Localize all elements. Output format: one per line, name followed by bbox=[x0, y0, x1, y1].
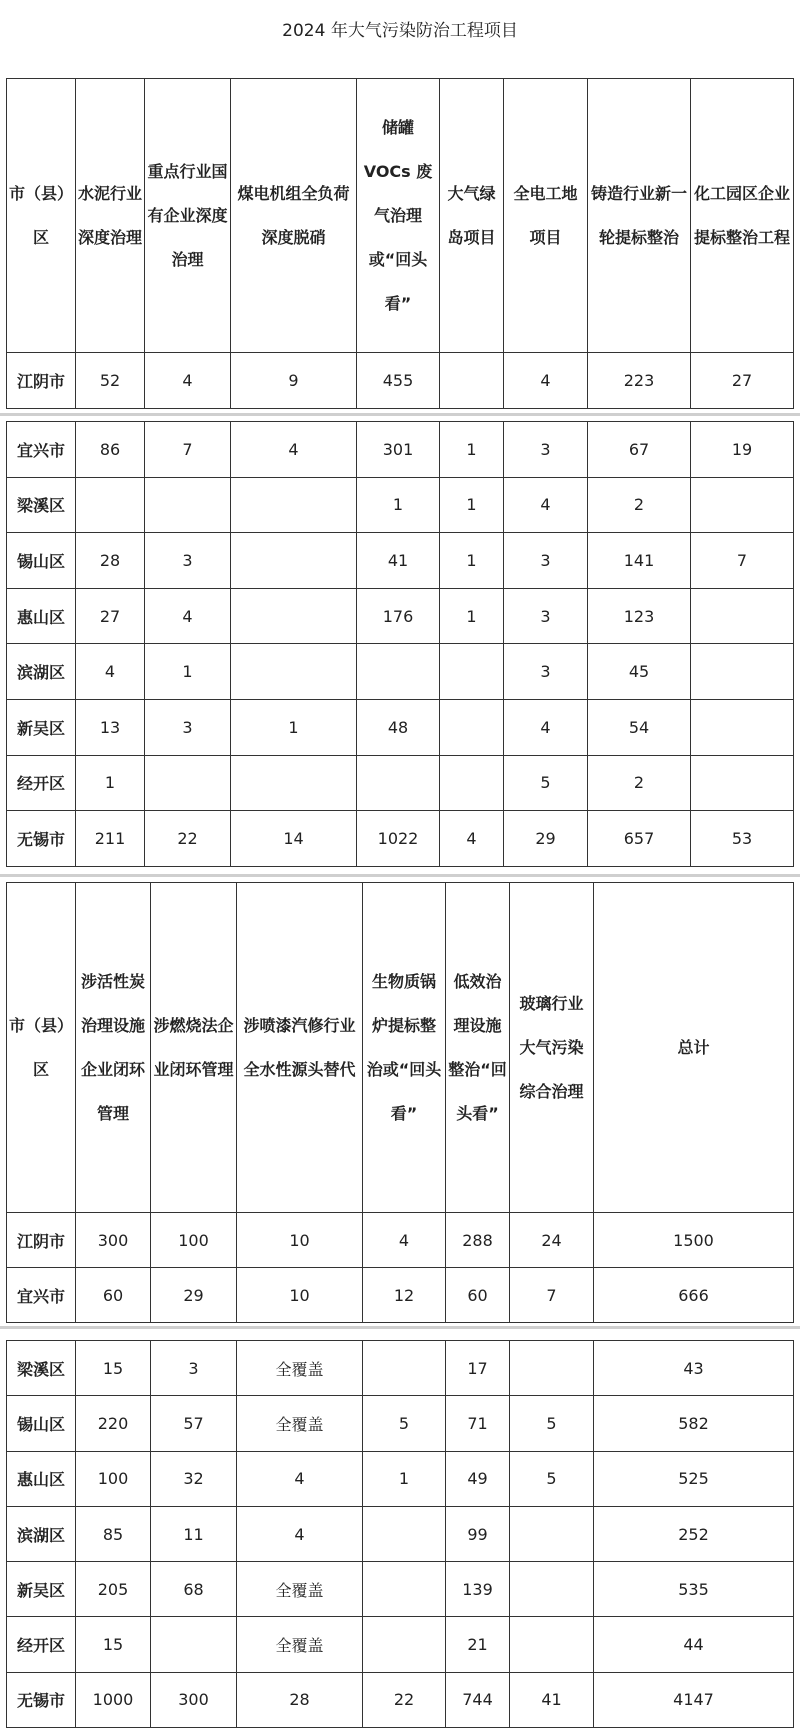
column-header: 化工园区企业提标整治工程 bbox=[691, 79, 794, 353]
district-cell: 宜兴市 bbox=[7, 422, 76, 478]
table2-part-a bbox=[6, 882, 794, 1323]
table2-header-row bbox=[7, 883, 794, 1213]
value-cell: 57 bbox=[151, 1396, 237, 1451]
value-cell: 5 bbox=[504, 755, 588, 811]
value-cell: 32 bbox=[151, 1451, 237, 1506]
value-cell: 27 bbox=[691, 353, 794, 409]
value-cell bbox=[440, 699, 504, 755]
value-cell: 17 bbox=[446, 1341, 510, 1396]
value-cell: 1000 bbox=[76, 1672, 151, 1727]
table-row bbox=[7, 1672, 794, 1727]
value-cell: 3 bbox=[504, 644, 588, 700]
value-cell: 3 bbox=[151, 1341, 237, 1396]
column-header: 铸造行业新一轮提标整治 bbox=[588, 79, 691, 353]
value-cell: 4 bbox=[504, 353, 588, 409]
value-cell: 4 bbox=[76, 644, 145, 700]
value-cell: 123 bbox=[588, 588, 691, 644]
value-cell: 19 bbox=[691, 422, 794, 478]
page-break-divider bbox=[0, 413, 800, 416]
value-cell: 68 bbox=[151, 1562, 237, 1617]
table-row bbox=[7, 1506, 794, 1561]
value-cell: 86 bbox=[76, 422, 145, 478]
value-cell: 3 bbox=[145, 699, 231, 755]
district-cell: 经开区 bbox=[7, 1617, 76, 1672]
value-cell: 4 bbox=[440, 811, 504, 867]
value-cell bbox=[510, 1562, 594, 1617]
column-header: 涉活性炭治理设施企业闭环管理 bbox=[76, 883, 151, 1213]
value-cell: 52 bbox=[76, 353, 145, 409]
page-title: 2024 年大气污染防治工程项目 bbox=[282, 21, 518, 41]
value-cell: 4 bbox=[504, 477, 588, 533]
value-cell: 14 bbox=[231, 811, 357, 867]
column-header: 涉喷漆汽修行业全水性源头替代 bbox=[237, 883, 363, 1213]
value-cell: 3 bbox=[504, 588, 588, 644]
district-cell: 锡山区 bbox=[7, 533, 76, 589]
value-cell: 21 bbox=[446, 1617, 510, 1672]
value-cell: 3 bbox=[504, 422, 588, 478]
district-cell: 经开区 bbox=[7, 755, 76, 811]
value-cell: 7 bbox=[145, 422, 231, 478]
table1-part-a bbox=[6, 78, 794, 409]
column-header: 重点行业国有企业深度治理 bbox=[145, 79, 231, 353]
value-cell: 100 bbox=[151, 1213, 237, 1268]
value-cell: 252 bbox=[594, 1506, 794, 1561]
district-cell: 锡山区 bbox=[7, 1396, 76, 1451]
table-row bbox=[7, 422, 794, 478]
column-header: 水泥行业深度治理 bbox=[76, 79, 145, 353]
value-cell bbox=[691, 644, 794, 700]
value-cell: 13 bbox=[76, 699, 145, 755]
value-cell bbox=[231, 533, 357, 589]
table-row bbox=[7, 533, 794, 589]
value-cell: 141 bbox=[588, 533, 691, 589]
district-cell: 宜兴市 bbox=[7, 1268, 76, 1323]
value-cell bbox=[510, 1617, 594, 1672]
column-header: 市（县）区 bbox=[7, 79, 76, 353]
table-row bbox=[7, 353, 794, 409]
value-cell: 223 bbox=[588, 353, 691, 409]
value-cell: 1 bbox=[440, 422, 504, 478]
value-cell: 29 bbox=[151, 1268, 237, 1323]
value-cell: 12 bbox=[363, 1268, 446, 1323]
value-cell bbox=[691, 477, 794, 533]
value-cell: 1 bbox=[440, 477, 504, 533]
district-cell: 惠山区 bbox=[7, 1451, 76, 1506]
value-cell: 67 bbox=[588, 422, 691, 478]
value-cell bbox=[510, 1341, 594, 1396]
value-cell: 22 bbox=[363, 1672, 446, 1727]
value-cell: 10 bbox=[237, 1213, 363, 1268]
value-cell bbox=[440, 644, 504, 700]
column-header: 总计 bbox=[594, 883, 794, 1213]
value-cell: 45 bbox=[588, 644, 691, 700]
table-row bbox=[7, 1562, 794, 1617]
value-cell: 4 bbox=[145, 353, 231, 409]
value-cell bbox=[357, 755, 440, 811]
value-cell bbox=[440, 755, 504, 811]
value-cell: 28 bbox=[76, 533, 145, 589]
value-cell: 全覆盖 bbox=[237, 1396, 363, 1451]
district-cell: 新吴区 bbox=[7, 1562, 76, 1617]
value-cell: 44 bbox=[594, 1617, 794, 1672]
value-cell: 27 bbox=[76, 588, 145, 644]
value-cell bbox=[691, 588, 794, 644]
value-cell bbox=[363, 1506, 446, 1561]
value-cell bbox=[691, 699, 794, 755]
district-cell: 无锡市 bbox=[7, 811, 76, 867]
value-cell: 582 bbox=[594, 1396, 794, 1451]
table-row bbox=[7, 644, 794, 700]
value-cell: 1 bbox=[357, 477, 440, 533]
value-cell: 43 bbox=[594, 1341, 794, 1396]
table1-header-row bbox=[7, 79, 794, 353]
value-cell: 300 bbox=[151, 1672, 237, 1727]
value-cell: 48 bbox=[357, 699, 440, 755]
value-cell: 60 bbox=[446, 1268, 510, 1323]
value-cell bbox=[145, 477, 231, 533]
district-cell: 滨湖区 bbox=[7, 1506, 76, 1561]
district-cell: 江阴市 bbox=[7, 353, 76, 409]
value-cell: 211 bbox=[76, 811, 145, 867]
value-cell: 1 bbox=[440, 533, 504, 589]
value-cell: 5 bbox=[510, 1396, 594, 1451]
value-cell: 301 bbox=[357, 422, 440, 478]
value-cell: 60 bbox=[76, 1268, 151, 1323]
table2-part-b bbox=[6, 1340, 794, 1728]
column-header: 玻璃行业大气污染综合治理 bbox=[510, 883, 594, 1213]
value-cell: 4 bbox=[504, 699, 588, 755]
column-header: 低效治理设施整治“回头看” bbox=[446, 883, 510, 1213]
value-cell bbox=[231, 755, 357, 811]
value-cell: 5 bbox=[510, 1451, 594, 1506]
value-cell bbox=[357, 644, 440, 700]
value-cell: 全覆盖 bbox=[237, 1341, 363, 1396]
value-cell: 41 bbox=[510, 1672, 594, 1727]
value-cell: 7 bbox=[510, 1268, 594, 1323]
column-header: 生物质锅炉提标整治或“回头看” bbox=[363, 883, 446, 1213]
table-row bbox=[7, 699, 794, 755]
district-cell: 江阴市 bbox=[7, 1213, 76, 1268]
value-cell: 29 bbox=[504, 811, 588, 867]
value-cell: 657 bbox=[588, 811, 691, 867]
column-header: 涉燃烧法企业闭环管理 bbox=[151, 883, 237, 1213]
page-break-divider bbox=[0, 1326, 800, 1329]
column-header: 全电工地项目 bbox=[504, 79, 588, 353]
value-cell: 300 bbox=[76, 1213, 151, 1268]
value-cell: 15 bbox=[76, 1617, 151, 1672]
value-cell: 24 bbox=[510, 1213, 594, 1268]
column-header: 煤电机组全负荷深度脱硝 bbox=[231, 79, 357, 353]
value-cell: 4 bbox=[237, 1451, 363, 1506]
value-cell bbox=[691, 755, 794, 811]
value-cell: 1 bbox=[231, 699, 357, 755]
district-cell: 惠山区 bbox=[7, 588, 76, 644]
value-cell: 15 bbox=[76, 1341, 151, 1396]
district-cell: 无锡市 bbox=[7, 1672, 76, 1727]
value-cell: 3 bbox=[504, 533, 588, 589]
value-cell: 4 bbox=[363, 1213, 446, 1268]
district-cell: 新吴区 bbox=[7, 699, 76, 755]
value-cell: 139 bbox=[446, 1562, 510, 1617]
value-cell: 53 bbox=[691, 811, 794, 867]
value-cell: 9 bbox=[231, 353, 357, 409]
value-cell: 28 bbox=[237, 1672, 363, 1727]
value-cell: 525 bbox=[594, 1451, 794, 1506]
table-row bbox=[7, 755, 794, 811]
table-row bbox=[7, 477, 794, 533]
value-cell: 1 bbox=[76, 755, 145, 811]
value-cell: 10 bbox=[237, 1268, 363, 1323]
value-cell bbox=[363, 1617, 446, 1672]
value-cell: 288 bbox=[446, 1213, 510, 1268]
value-cell: 220 bbox=[76, 1396, 151, 1451]
value-cell: 1500 bbox=[594, 1213, 794, 1268]
page-break-divider bbox=[0, 874, 800, 877]
table-row bbox=[7, 1617, 794, 1672]
value-cell: 全覆盖 bbox=[237, 1617, 363, 1672]
table-row bbox=[7, 588, 794, 644]
value-cell bbox=[231, 477, 357, 533]
value-cell: 54 bbox=[588, 699, 691, 755]
value-cell: 7 bbox=[691, 533, 794, 589]
value-cell: 1 bbox=[145, 644, 231, 700]
district-cell: 梁溪区 bbox=[7, 477, 76, 533]
value-cell: 49 bbox=[446, 1451, 510, 1506]
table-row bbox=[7, 1213, 794, 1268]
value-cell bbox=[151, 1617, 237, 1672]
value-cell: 1 bbox=[440, 588, 504, 644]
value-cell: 全覆盖 bbox=[237, 1562, 363, 1617]
value-cell bbox=[76, 477, 145, 533]
value-cell: 744 bbox=[446, 1672, 510, 1727]
value-cell bbox=[440, 353, 504, 409]
table-row bbox=[7, 1341, 794, 1396]
column-header: 储罐VOCs 废气治理或“回头看” bbox=[357, 79, 440, 353]
district-cell: 梁溪区 bbox=[7, 1341, 76, 1396]
value-cell bbox=[231, 588, 357, 644]
value-cell: 455 bbox=[357, 353, 440, 409]
value-cell: 71 bbox=[446, 1396, 510, 1451]
value-cell: 22 bbox=[145, 811, 231, 867]
value-cell: 4 bbox=[237, 1506, 363, 1561]
table1-part-b bbox=[6, 421, 794, 867]
value-cell: 4 bbox=[231, 422, 357, 478]
value-cell: 5 bbox=[363, 1396, 446, 1451]
value-cell: 666 bbox=[594, 1268, 794, 1323]
table-row bbox=[7, 811, 794, 867]
value-cell bbox=[145, 755, 231, 811]
value-cell: 2 bbox=[588, 755, 691, 811]
value-cell: 2 bbox=[588, 477, 691, 533]
table-row bbox=[7, 1268, 794, 1323]
value-cell: 1022 bbox=[357, 811, 440, 867]
value-cell: 41 bbox=[357, 533, 440, 589]
value-cell: 11 bbox=[151, 1506, 237, 1561]
value-cell: 535 bbox=[594, 1562, 794, 1617]
district-cell: 滨湖区 bbox=[7, 644, 76, 700]
value-cell: 85 bbox=[76, 1506, 151, 1561]
value-cell: 4147 bbox=[594, 1672, 794, 1727]
value-cell: 3 bbox=[145, 533, 231, 589]
column-header: 大气绿岛项目 bbox=[440, 79, 504, 353]
table-row bbox=[7, 1396, 794, 1451]
value-cell: 176 bbox=[357, 588, 440, 644]
value-cell: 205 bbox=[76, 1562, 151, 1617]
value-cell: 99 bbox=[446, 1506, 510, 1561]
value-cell bbox=[363, 1562, 446, 1617]
table-row bbox=[7, 1451, 794, 1506]
column-header: 市（县）区 bbox=[7, 883, 76, 1213]
value-cell bbox=[510, 1506, 594, 1561]
value-cell bbox=[363, 1341, 446, 1396]
value-cell bbox=[231, 644, 357, 700]
value-cell: 100 bbox=[76, 1451, 151, 1506]
value-cell: 4 bbox=[145, 588, 231, 644]
value-cell: 1 bbox=[363, 1451, 446, 1506]
